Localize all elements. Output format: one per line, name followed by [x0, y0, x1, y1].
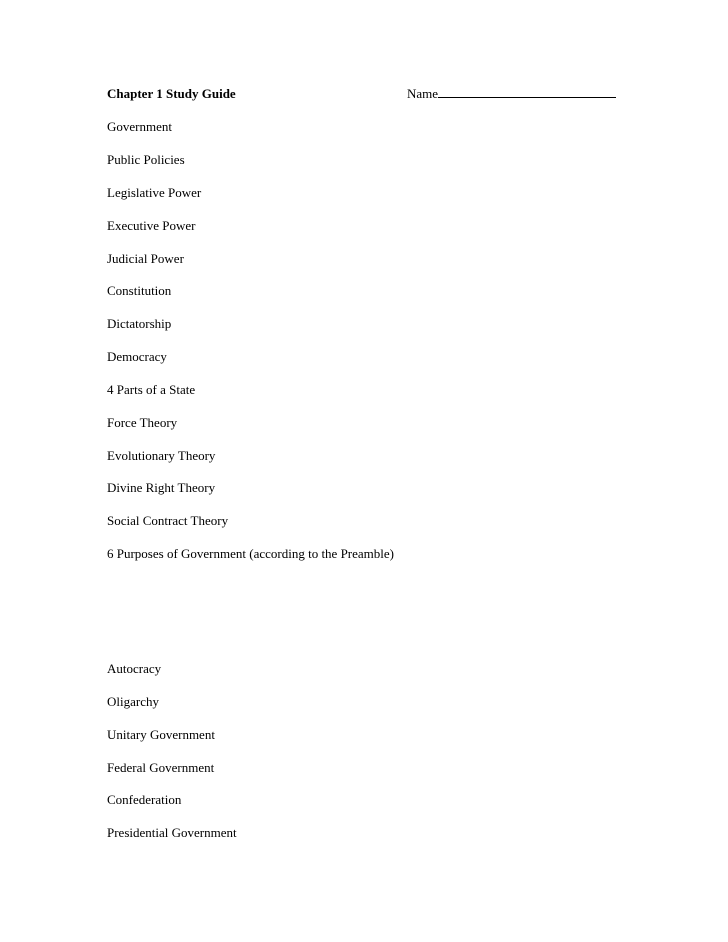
term-force-theory: Force Theory: [107, 415, 178, 430]
term-constitution: Constitution: [107, 283, 172, 298]
term-autocracy: Autocracy: [107, 661, 162, 676]
term-judicial-power: Judicial Power: [107, 251, 184, 266]
term-divine-right-theory: Divine Right Theory: [107, 480, 216, 495]
name-blank-line: [438, 85, 616, 98]
document-title: Chapter 1 Study Guide: [107, 86, 236, 101]
term-democracy: Democracy: [107, 349, 167, 364]
term-government: Government: [107, 119, 172, 134]
name-label: Name: [407, 86, 439, 101]
term-unitary-government: Unitary Government: [107, 727, 215, 742]
term-oligarchy: Oligarchy: [107, 694, 159, 709]
term-federal-government: Federal Government: [107, 760, 215, 775]
term-legislative-power: Legislative Power: [107, 185, 202, 200]
term-executive-power: Executive Power: [107, 218, 196, 233]
term-dictatorship: Dictatorship: [107, 316, 172, 331]
name-field: [407, 85, 616, 103]
term-parts-of-state: 4 Parts of a State: [107, 382, 196, 397]
term-public-policies: Public Policies: [107, 152, 185, 167]
term-confederation: Confederation: [107, 792, 182, 807]
term-presidential-government: Presidential Government: [107, 825, 237, 840]
term-evolutionary-theory: Evolutionary Theory: [107, 448, 216, 463]
term-social-contract-theory: Social Contract Theory: [107, 513, 229, 528]
term-purposes-of-government: 6 Purposes of Government (according to the Preamble): [107, 546, 395, 561]
